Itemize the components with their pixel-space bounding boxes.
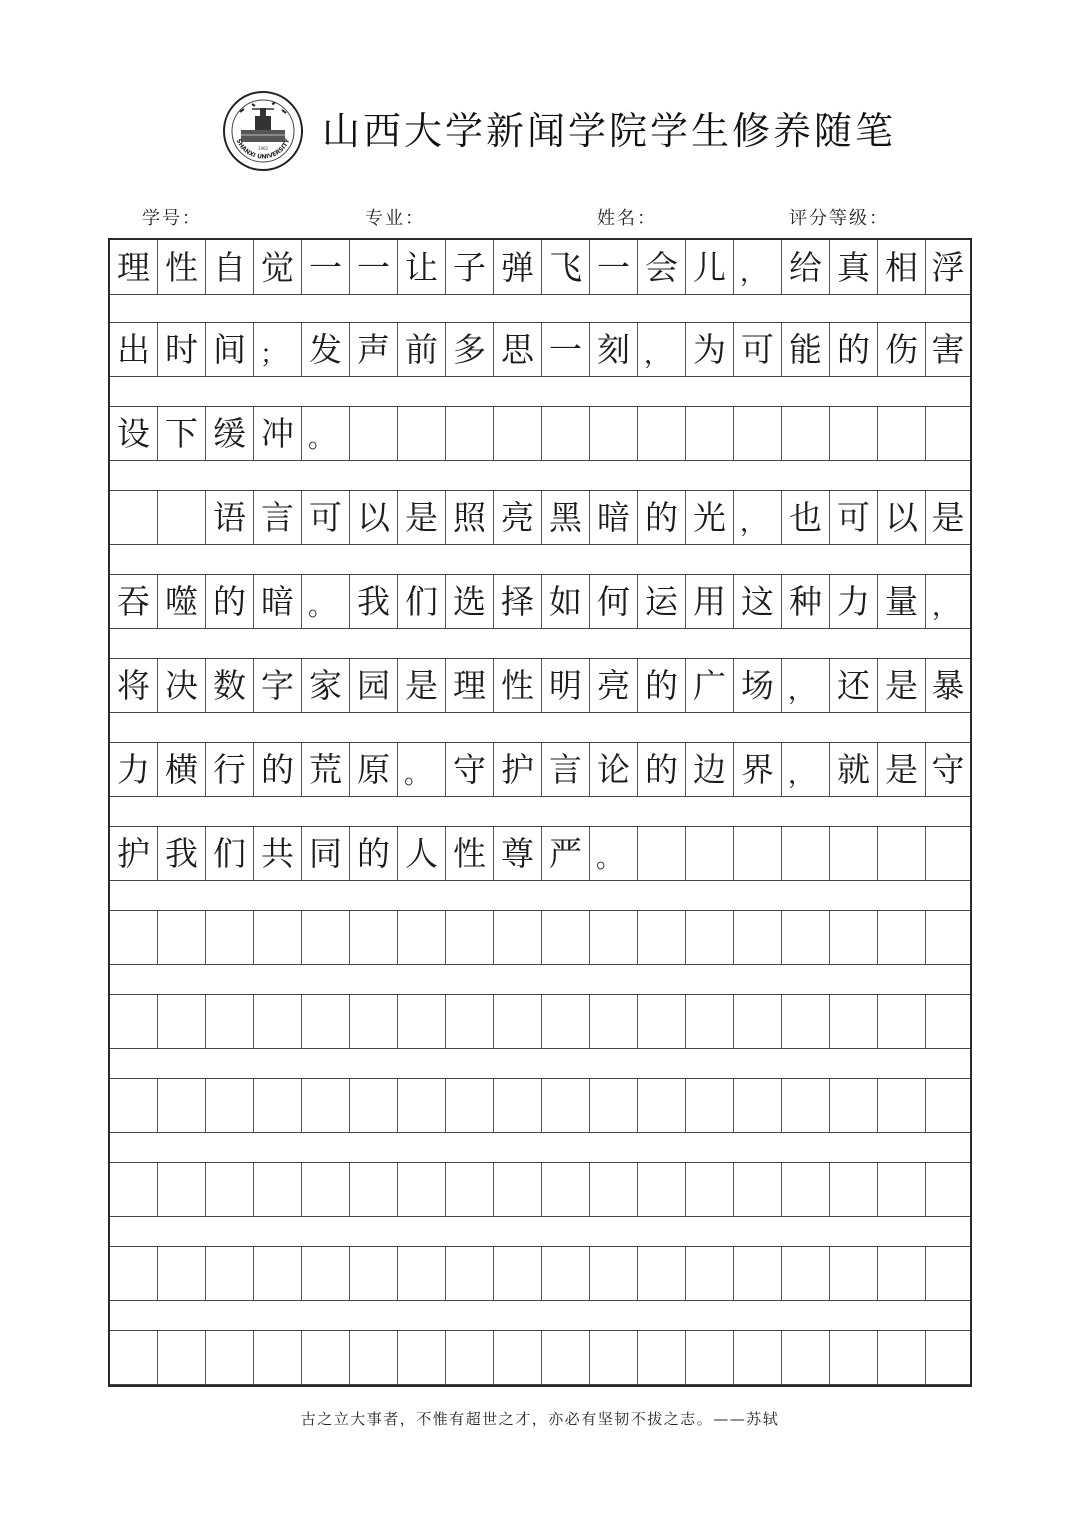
grid-cell: 还	[830, 659, 878, 712]
grid-cell	[926, 911, 970, 964]
grid-cell: 子	[446, 240, 494, 294]
grid-cell: 尊	[494, 827, 542, 880]
grid-cell: 言	[542, 743, 590, 796]
grid-cell	[494, 1163, 542, 1216]
grid-cell: 是	[398, 659, 446, 712]
grid-cell	[398, 1163, 446, 1216]
grid-cell: 出	[110, 323, 158, 376]
grid-cell: 园	[350, 659, 398, 712]
grid-cell	[638, 995, 686, 1048]
grid-cell	[302, 911, 350, 964]
grid-cell: 用	[686, 575, 734, 628]
grid-cell: 吞	[110, 575, 158, 628]
grid-cell: 。	[398, 743, 446, 796]
grid-cell	[686, 1247, 734, 1300]
grid-cell	[782, 407, 830, 460]
grid-cell: 可	[830, 491, 878, 544]
grid-cell	[926, 1331, 970, 1384]
grid-cell: 一	[542, 323, 590, 376]
grid-row	[110, 406, 970, 461]
grid-cell	[782, 827, 830, 880]
grid-cell: 间	[206, 323, 254, 376]
grid-cell	[878, 995, 926, 1048]
grid-cell	[782, 1247, 830, 1300]
grid-cell	[302, 1079, 350, 1132]
grid-cell: 横	[158, 743, 206, 796]
grid-cell	[542, 995, 590, 1048]
grid-cell	[110, 491, 158, 544]
grid-cell: 自	[206, 240, 254, 294]
grid-cell: 性	[158, 240, 206, 294]
grid-cell: 下	[158, 407, 206, 460]
page-title: 山西大学新闻学院学生修养随笔	[322, 109, 897, 153]
grid-cell: 数	[206, 659, 254, 712]
grid-cell	[350, 1163, 398, 1216]
grid-cell: 伤	[878, 323, 926, 376]
grid-cell	[350, 911, 398, 964]
grid-cell	[878, 1163, 926, 1216]
grid-cell	[206, 1247, 254, 1300]
grid-row	[110, 1078, 970, 1133]
grid-cell	[782, 1331, 830, 1384]
major-label: 专业：	[365, 208, 425, 229]
grid-cell	[782, 1163, 830, 1216]
grid-cell	[446, 407, 494, 460]
grid-cell	[302, 1331, 350, 1384]
grid-cell: 以	[350, 491, 398, 544]
grid-cell: 冲	[254, 407, 302, 460]
university-seal-icon	[222, 90, 304, 172]
grid-cell: 性	[446, 827, 494, 880]
grid-cell	[878, 911, 926, 964]
grid-cell	[206, 995, 254, 1048]
grid-cell	[686, 911, 734, 964]
grid-row	[110, 1246, 970, 1301]
grid-cell: 择	[494, 575, 542, 628]
grid-cell: 一	[350, 240, 398, 294]
grid-cell	[110, 1079, 158, 1132]
grid-cell: 浮	[931, 247, 965, 287]
grid-cell	[398, 1331, 446, 1384]
grid-cell	[590, 1247, 638, 1300]
grid-cell	[638, 827, 686, 880]
grid-cell: 让	[398, 240, 446, 294]
grid-cell	[830, 1163, 878, 1216]
grid-cell: 儿	[686, 240, 734, 294]
grid-cell	[590, 1079, 638, 1132]
grid-cell	[206, 1163, 254, 1216]
grid-cell: 暗	[590, 491, 638, 544]
grid-cell: 多	[446, 323, 494, 376]
grid-cell: 的	[638, 491, 686, 544]
grid-cell: 前	[398, 323, 446, 376]
grid-cell: 相	[878, 240, 926, 294]
grid-cell	[494, 995, 542, 1048]
grid-cell: ，	[782, 743, 830, 796]
student-id-label: 学号：	[142, 208, 202, 229]
grid-cell	[590, 1331, 638, 1384]
grid-cell: 光	[686, 491, 734, 544]
grid-cell: 运	[638, 575, 686, 628]
grid-cell: 的	[254, 743, 302, 796]
grid-cell: 力	[830, 575, 878, 628]
grid-cell	[542, 1247, 590, 1300]
grid-cell	[830, 1331, 878, 1384]
page-header	[0, 0, 1080, 190]
grid-cell: 给	[782, 240, 830, 294]
grid-cell: 语	[206, 491, 254, 544]
grid-cell: 这	[734, 575, 782, 628]
grid-cell: 为	[686, 323, 734, 376]
grid-cell	[158, 1079, 206, 1132]
grid-cell: 理	[446, 659, 494, 712]
grid-cell: 可	[302, 491, 350, 544]
grid-cell	[686, 407, 734, 460]
grid-cell	[686, 1163, 734, 1216]
grid-cell: 人	[398, 827, 446, 880]
grid-cell: 暴	[931, 666, 965, 705]
grid-cell: 照	[446, 491, 494, 544]
grid-cell	[734, 1163, 782, 1216]
grid-cell: 何	[590, 575, 638, 628]
grid-row	[110, 490, 970, 545]
grid-cell	[542, 1163, 590, 1216]
grid-cell	[254, 911, 302, 964]
grid-cell	[734, 1079, 782, 1132]
grid-cell: 的	[830, 323, 878, 376]
grid-cell	[638, 911, 686, 964]
grid-cell: 害	[931, 330, 965, 369]
grid-cell: ，	[782, 659, 830, 712]
grid-cell	[926, 1247, 970, 1300]
grid-cell	[542, 407, 590, 460]
grid-cell	[734, 911, 782, 964]
grid-cell	[254, 1247, 302, 1300]
grid-cell	[110, 1331, 158, 1384]
grid-cell	[638, 1079, 686, 1132]
grid-cell: 发	[302, 323, 350, 376]
grid-cell: 一	[302, 240, 350, 294]
grid-cell: 性	[494, 659, 542, 712]
grid-cell: 原	[350, 743, 398, 796]
grid-cell: 是	[878, 743, 926, 796]
grid-cell	[926, 1163, 970, 1216]
grid-cell: 界	[734, 743, 782, 796]
grid-cell: 场	[734, 659, 782, 712]
grid-cell	[878, 407, 926, 460]
grid-cell: 决	[158, 659, 206, 712]
grid-cell: 广	[686, 659, 734, 712]
grid-cell: 家	[302, 659, 350, 712]
grid-cell	[398, 911, 446, 964]
grid-cell: 就	[830, 743, 878, 796]
grid-cell	[926, 407, 970, 460]
grid-cell	[782, 911, 830, 964]
grid-cell: 的	[350, 827, 398, 880]
grid-cell: 思	[494, 323, 542, 376]
grid-cell	[302, 1163, 350, 1216]
grid-cell	[398, 1079, 446, 1132]
grid-cell	[638, 1163, 686, 1216]
grid-cell: 我	[158, 827, 206, 880]
grid-row	[110, 574, 970, 629]
grid-cell: 觉	[254, 240, 302, 294]
grid-cell: ，	[734, 491, 782, 544]
grid-cell	[494, 911, 542, 964]
grid-cell	[350, 1079, 398, 1132]
grid-cell: 理	[110, 240, 158, 294]
grid-cell	[254, 1079, 302, 1132]
grid-cell: 守	[931, 750, 965, 789]
grid-cell	[446, 911, 494, 964]
grid-cell	[542, 911, 590, 964]
grid-cell	[206, 911, 254, 964]
grid-cell	[542, 1079, 590, 1132]
grid-cell: 行	[206, 743, 254, 796]
grid-cell: 。	[302, 407, 350, 460]
grid-cell	[686, 1079, 734, 1132]
grid-cell: 护	[494, 743, 542, 796]
grid-cell: 们	[206, 827, 254, 880]
grid-cell	[734, 407, 782, 460]
grid-cell: 量	[878, 575, 926, 628]
grid-cell: 共	[254, 827, 302, 880]
grid-cell: 种	[782, 575, 830, 628]
grid-cell: 论	[590, 743, 638, 796]
grid-cell: 的	[638, 743, 686, 796]
grid-cell	[350, 407, 398, 460]
grid-cell	[494, 1079, 542, 1132]
grid-cell	[686, 995, 734, 1048]
grid-cell: 能	[782, 323, 830, 376]
grid-cell: ；	[254, 323, 302, 376]
svg-text:SHANXI UNIVERSITY: SHANXI UNIVERSITY	[234, 137, 292, 161]
grid-cell	[782, 1079, 830, 1132]
grid-row	[110, 826, 970, 881]
grid-cell	[638, 1331, 686, 1384]
grid-cell: 言	[254, 491, 302, 544]
grid-cell	[734, 1247, 782, 1300]
grid-row	[110, 1330, 970, 1385]
grid-cell	[398, 1247, 446, 1300]
grid-cell	[158, 995, 206, 1048]
grid-cell: 可	[734, 323, 782, 376]
grid-cell	[686, 827, 734, 880]
grid-cell: 声	[350, 323, 398, 376]
grid-cell: 会	[638, 240, 686, 294]
grid-cell	[158, 1247, 206, 1300]
grid-row	[110, 322, 970, 377]
grid-cell: 的	[638, 659, 686, 712]
grid-cell	[446, 1247, 494, 1300]
grid-cell: 选	[446, 575, 494, 628]
grid-cell: 同	[302, 827, 350, 880]
grid-row	[110, 994, 970, 1049]
grid-cell: 亮	[590, 659, 638, 712]
grid-cell	[590, 995, 638, 1048]
grid-cell: ，	[638, 323, 686, 376]
grid-cell: 如	[542, 575, 590, 628]
writing-grid	[108, 238, 972, 1387]
grid-cell	[446, 1079, 494, 1132]
grid-cell	[110, 1247, 158, 1300]
grid-cell	[494, 1247, 542, 1300]
grid-cell	[398, 995, 446, 1048]
grid-cell: 力	[110, 743, 158, 796]
grid-cell: 噬	[158, 575, 206, 628]
grid-cell: 护	[110, 827, 158, 880]
grid-cell	[110, 1163, 158, 1216]
grid-cell	[830, 1079, 878, 1132]
grid-cell	[206, 1079, 254, 1132]
grid-cell	[110, 995, 158, 1048]
grid-cell	[734, 1331, 782, 1384]
grid-cell	[638, 407, 686, 460]
grid-cell: 亮	[494, 491, 542, 544]
grid-row	[110, 658, 970, 713]
grid-cell: 设	[110, 407, 158, 460]
grid-cell	[926, 995, 970, 1048]
grid-row	[110, 240, 970, 295]
grid-cell: 们	[398, 575, 446, 628]
grid-cell: 的	[206, 575, 254, 628]
grid-cell: 是	[931, 498, 965, 537]
grid-cell	[878, 827, 926, 880]
grid-cell	[878, 1331, 926, 1384]
grid-row	[110, 742, 970, 797]
grid-cell	[446, 995, 494, 1048]
grid-cell	[494, 1331, 542, 1384]
grid-cell	[398, 407, 446, 460]
grid-cell	[446, 1331, 494, 1384]
grid-cell	[830, 827, 878, 880]
grid-cell	[830, 911, 878, 964]
grid-cell: 时	[158, 323, 206, 376]
grid-cell	[254, 995, 302, 1048]
grid-cell	[590, 407, 638, 460]
grid-row	[110, 910, 970, 965]
grid-cell: ，	[734, 240, 782, 294]
grid-cell	[206, 1331, 254, 1384]
grid-cell: 飞	[542, 240, 590, 294]
grid-cell: 是	[398, 491, 446, 544]
grid-cell: 刻	[590, 323, 638, 376]
grid-cell: 是	[878, 659, 926, 712]
grid-cell	[302, 995, 350, 1048]
grid-cell	[542, 1331, 590, 1384]
grid-cell: ，	[932, 592, 959, 622]
grid-cell: 真	[830, 240, 878, 294]
grid-cell: 。	[302, 575, 350, 628]
grid-cell: 暗	[254, 575, 302, 628]
grid-cell: 我	[350, 575, 398, 628]
grid-cell	[494, 407, 542, 460]
grid-cell	[782, 995, 830, 1048]
grid-row	[110, 1162, 970, 1217]
grid-cell	[302, 1247, 350, 1300]
grid-cell	[830, 407, 878, 460]
grid-cell	[254, 1163, 302, 1216]
grid-cell: 明	[542, 659, 590, 712]
grid-cell	[446, 1163, 494, 1216]
grid-cell: 以	[878, 491, 926, 544]
grid-cell	[878, 1079, 926, 1132]
svg-text:1902: 1902	[257, 146, 269, 151]
grid-cell: 。	[590, 827, 638, 880]
grid-cell: 也	[782, 491, 830, 544]
grid-cell	[926, 827, 970, 880]
grid-cell: 将	[110, 659, 158, 712]
grid-cell	[734, 995, 782, 1048]
grid-cell	[590, 911, 638, 964]
grid-cell	[350, 1331, 398, 1384]
grid-cell: 字	[254, 659, 302, 712]
grid-cell	[158, 911, 206, 964]
grid-cell: 弹	[494, 240, 542, 294]
grid-cell: 黑	[542, 491, 590, 544]
grid-cell	[590, 1163, 638, 1216]
grid-cell	[158, 491, 206, 544]
grid-cell	[158, 1163, 206, 1216]
grade-label: 评分等级：	[789, 208, 889, 229]
grid-cell	[110, 911, 158, 964]
grid-cell: 严	[542, 827, 590, 880]
grid-cell	[686, 1331, 734, 1384]
grid-cell	[926, 1079, 970, 1132]
grid-cell	[878, 1247, 926, 1300]
grid-cell	[254, 1331, 302, 1384]
grid-cell	[830, 1247, 878, 1300]
grid-cell: 边	[686, 743, 734, 796]
footer-quote: 古之立大事者，不惟有超世之才，亦必有坚韧不拔之志。——苏轼	[300, 1410, 780, 1428]
name-label: 姓名：	[597, 208, 657, 229]
grid-cell: 荒	[302, 743, 350, 796]
grid-cell: 缓	[206, 407, 254, 460]
grid-cell: 守	[446, 743, 494, 796]
grid-cell	[830, 995, 878, 1048]
grid-cell	[350, 995, 398, 1048]
grid-cell	[350, 1247, 398, 1300]
grid-cell	[734, 827, 782, 880]
grid-cell	[158, 1331, 206, 1384]
grid-cell: 一	[590, 240, 638, 294]
grid-cell	[638, 1247, 686, 1300]
